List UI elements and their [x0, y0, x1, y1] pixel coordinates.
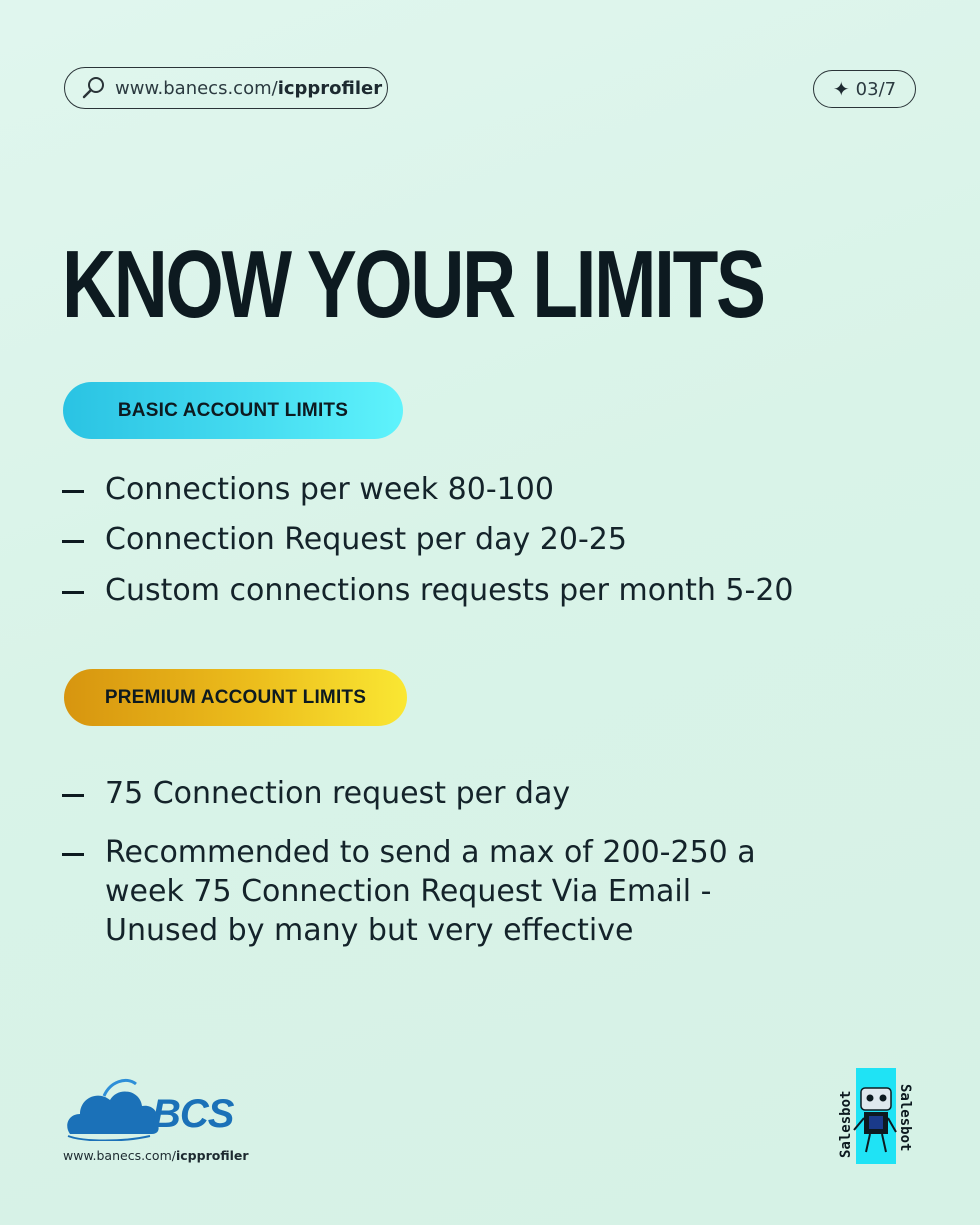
salesbot-label-right: Salesbot — [897, 1084, 913, 1152]
dash-icon — [62, 490, 84, 493]
list-item — [62, 833, 792, 950]
url-pill[interactable] — [64, 67, 388, 109]
sparkle-icon: ✦ — [832, 77, 850, 101]
salesbot-label-left: Salesbot — [838, 1090, 854, 1158]
list-item — [62, 470, 554, 509]
list-item-text: Custom connections requests per month 5-20 — [105, 573, 794, 608]
list-item-text: Recommended to send a max of 200-250 a week 75 Connection Request Via Email - Unused by many but very effective — [105, 835, 756, 948]
dash-icon — [62, 853, 84, 856]
list-item-text: 75 Connection request per day — [105, 776, 571, 811]
footer-url: www.banecs.com/icpprofiler — [63, 1148, 249, 1163]
page-title: KNOW YOUR LIMITS — [62, 231, 764, 338]
basic-limits-badge: BASIC ACCOUNT LIMITS — [63, 382, 403, 439]
page-number: 03/7 — [855, 78, 897, 100]
page-indicator — [813, 70, 916, 108]
list-item-text: Connections per week 80-100 — [105, 472, 554, 507]
header-url: www.banecs.com/icpprofiler — [115, 77, 383, 99]
list-item — [62, 520, 627, 559]
list-item-text: Connection Request per day 20-25 — [105, 522, 627, 557]
list-item — [62, 774, 570, 813]
dash-icon — [62, 540, 84, 543]
list-item — [62, 571, 794, 610]
dash-icon — [62, 794, 84, 797]
premium-limits-badge: PREMIUM ACCOUNT LIMITS — [64, 669, 407, 726]
search-icon — [81, 75, 107, 101]
dash-icon — [62, 591, 84, 594]
bcs-logo-text: BCS — [152, 1092, 234, 1136]
